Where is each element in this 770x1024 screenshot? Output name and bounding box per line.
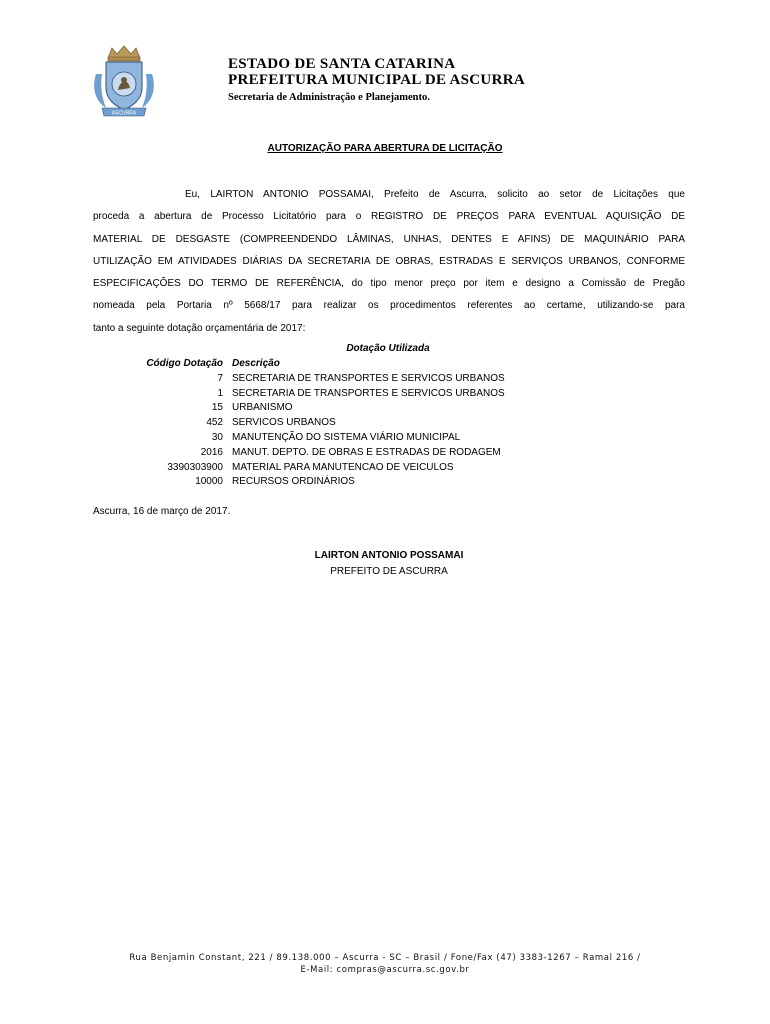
paragraph-line: tanto a seguinte dotação orçamentária de 2017:	[93, 322, 306, 334]
secretariat-name: Secretaria de Administração e Planejamento.	[228, 92, 430, 103]
dotacao-code: 452	[206, 417, 223, 429]
signatory-role: PREFEITO DE ASCURRA	[330, 566, 448, 577]
dotacao-description: RECURSOS ORDINÁRIOS	[232, 476, 355, 488]
prefecture-name: PREFEITURA MUNICIPAL DE ASCURRA	[228, 72, 525, 88]
dotacao-description: SECRETARIA DE TRANSPORTES E SERVICOS URBANOS	[232, 372, 505, 384]
paragraph-line: nomeada pela Portaria nº 5668/17 para realizar os procedimentos referentes ao certame, utilizando-se para	[93, 300, 685, 312]
state-name: ESTADO DE SANTA CATARINA	[228, 56, 456, 72]
date-line: Ascurra, 16 de março de 2017.	[93, 506, 231, 517]
dotacao-heading: Dotação Utilizada	[346, 343, 430, 354]
letterhead	[228, 56, 525, 106]
dotacao-code: 7	[217, 372, 223, 384]
coat-of-arms-icon	[88, 44, 160, 120]
crest-ribbon-text: ASCURRA	[111, 110, 137, 117]
paragraph-line: UTILIZAÇÃO EM ATIVIDADES DIÁRIAS DA SECRETARIA DE OBRAS, ESTRADAS E SERVIÇOS URBANOS, CONFORME	[93, 255, 685, 267]
paragraph-line: MATERIAL DE DESGASTE (COMPREENDENDO LÂMINAS, UNHAS, DENTES E AFINS) DE MAQUINÁRIO PARA	[93, 233, 685, 245]
paragraph-line: ESPECIFICAÇÕES DO TERMO DE REFERÊNCIA, do tipo menor preço por item e designo a Comissão de Pregão	[93, 278, 685, 290]
paragraph-line: proceda a abertura de Processo Licitatório para o REGISTRO DE PREÇOS PARA EVENTUAL AQUISIÇÃO DE	[93, 211, 685, 223]
footer-address: Rua Benjamin Constant, 221 / 89.138.000 – Ascurra - SC – Brasil / Fone/Fax (47) 3383-1267 – Ramal 216 /	[129, 953, 641, 963]
dotacao-description: MANUT. DEPTO. DE OBRAS E ESTRADAS DE RODAGEM	[232, 446, 501, 458]
dotacao-description: SECRETARIA DE TRANSPORTES E SERVICOS URBANOS	[232, 387, 505, 399]
dotacao-description: URBANISMO	[232, 402, 293, 414]
page-footer	[0, 952, 770, 976]
dotacao-code: 2016	[200, 446, 223, 458]
document-title: AUTORIZAÇÃO PARA ABERTURA DE LICITAÇÃO	[267, 143, 503, 154]
dotacao-code: 30	[211, 431, 223, 443]
dotacao-description: MANUTENÇÃO DO SISTEMA VIÁRIO MUNICIPAL	[232, 431, 461, 443]
dotacao-code: 3390303900	[167, 461, 223, 473]
authorization-paragraph	[93, 184, 685, 340]
paragraph-line: Eu, LAIRTON ANTONIO POSSAMAI, Prefeito de Ascurra, solicito ao setor de Licitações que	[185, 189, 685, 200]
col-header-description: Descrição	[232, 358, 280, 369]
dotacao-description: MATERIAL PARA MANUTENCAO DE VEICULOS	[232, 461, 454, 473]
footer-email: E-Mail: compras@ascurra.sc.gov.br	[300, 965, 470, 975]
col-header-code: Código Dotação	[146, 358, 223, 369]
signatory-name: LAIRTON ANTONIO POSSAMAI	[314, 550, 464, 561]
dotacao-code: 15	[211, 402, 223, 414]
dotacao-code: 10000	[195, 476, 223, 488]
dotacao-code: 1	[217, 387, 223, 399]
dotacao-description: SERVICOS URBANOS	[232, 417, 336, 429]
